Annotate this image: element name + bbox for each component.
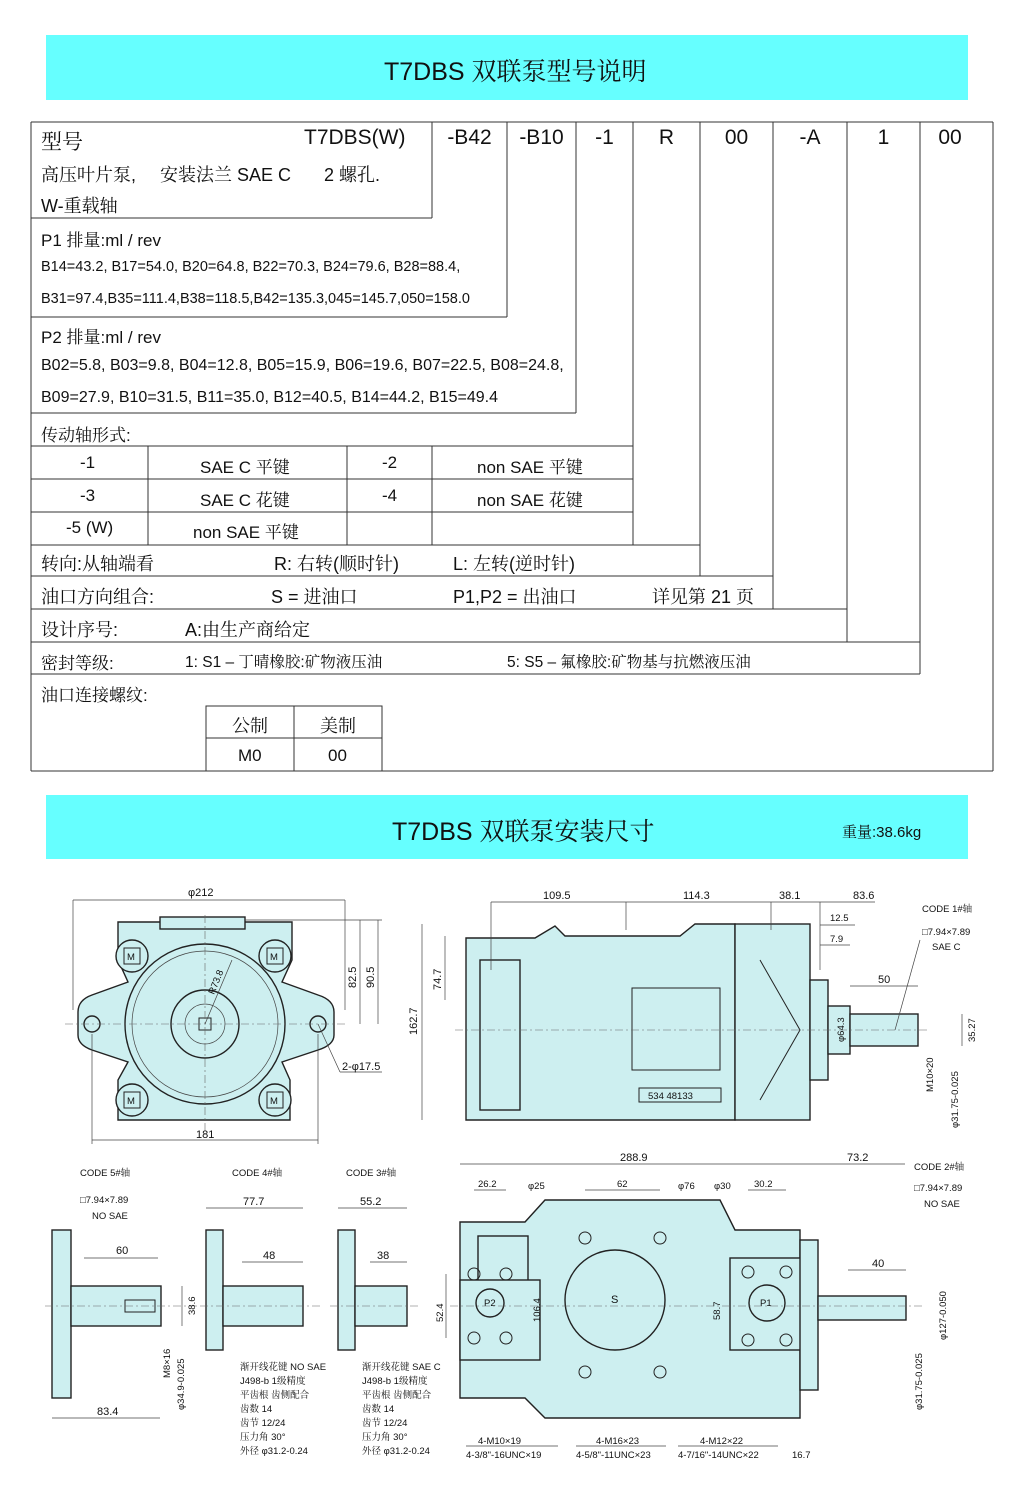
rotation-r: R: 右转(顺时针)	[274, 554, 399, 574]
code-rotation: R	[658, 126, 675, 149]
shaft-r1c3: -2	[382, 453, 398, 472]
port-page: 详见第 21 页	[652, 587, 755, 607]
code-p1: -B42	[447, 126, 492, 149]
code-shaft: -1	[595, 126, 614, 149]
dim-b-732: 73.2	[847, 1152, 869, 1164]
dim-b-30: φ30	[714, 1181, 731, 1192]
spec3-6: 外径 φ31.2-0.24	[362, 1446, 430, 1457]
dim-s3-38: 38	[377, 1250, 390, 1262]
spec4-2: 平齿根 齿侧配合	[240, 1390, 310, 1401]
dim-b-25: φ25	[528, 1181, 545, 1192]
svg-text:M: M	[270, 1096, 278, 1107]
desc-1a: 高压叶片泵,	[41, 165, 137, 185]
thread-label: 油口连接螺纹:	[41, 686, 148, 705]
spec3-3: 齿数 14	[362, 1404, 395, 1415]
dim-side-h2: 162.7	[408, 1007, 420, 1035]
thread-2b: 4-5/8"-11UNC×23	[576, 1450, 651, 1461]
code5-label: CODE 5#轴	[80, 1168, 131, 1179]
spec3-5: 压力角 30°	[362, 1432, 408, 1443]
spec4-1: J498-b 1级精度	[240, 1376, 306, 1387]
dim-side-dia: φ64.3	[836, 1017, 847, 1042]
dim-s5-m8: M8×16	[162, 1348, 173, 1378]
thread-v-us: 00	[328, 746, 347, 765]
code-design: -A	[799, 126, 821, 149]
spec4-4: 齿节 12/24	[240, 1418, 286, 1429]
dim-b-524: 52.4	[435, 1303, 446, 1322]
svg-text:M: M	[127, 1096, 135, 1107]
section2-title: T7DBS 双联泵安装尺寸	[392, 818, 655, 846]
thread-1a: 4-M10×19	[478, 1436, 522, 1447]
shaft-r2c4: non SAE 花键	[477, 491, 583, 510]
dim-b-587: 58.7	[712, 1301, 723, 1320]
seal-s5: 5: S5 – 氟橡胶:矿物基与抗燃液压油	[507, 654, 751, 671]
dim-front-holes: 2-φ17.5	[342, 1061, 381, 1073]
dim-side-1: 109.5	[543, 890, 571, 902]
spec4-0: 渐开线花键 NO SAE	[240, 1362, 327, 1373]
dim-b-2889: 288.9	[620, 1152, 648, 1164]
desc-2: W-重载轴	[41, 196, 118, 216]
thread-h-us: 美制	[320, 716, 356, 736]
spec3-2: 平齿根 齿侧配合	[362, 1390, 432, 1401]
front-view	[65, 887, 382, 1144]
p1-heading: P1 排量:ml / rev	[41, 231, 161, 250]
dim-b-302: 30.2	[754, 1179, 773, 1190]
port-s-label: S	[611, 1294, 619, 1306]
design-value: A:由生产商给定	[185, 620, 311, 640]
dim-b-167: 16.7	[792, 1450, 811, 1461]
code1-label: CODE 1#轴	[922, 904, 973, 915]
dim-front-212: φ212	[188, 887, 214, 899]
shaft-r1c2: SAE C 平键	[200, 458, 290, 477]
p2-heading: P2 排量:ml / rev	[41, 328, 161, 347]
dim-b-127: φ127-0.050	[938, 1291, 949, 1340]
rotation-l: L: 左转(逆时针)	[453, 554, 576, 574]
thread-3a: 4-M12×22	[700, 1436, 744, 1447]
p2-line1: B02=5.8, B03=9.8, B04=12.8, B05=15.9, B06=19.6, B07=22.5, B08=24.8,	[41, 357, 564, 374]
code2-key: □7.94×7.89	[914, 1183, 963, 1194]
shaft-heading: 传动轴形式:	[41, 426, 131, 445]
dim-s5-834: 83.4	[97, 1406, 119, 1418]
desc-1c: 2 螺孔.	[324, 165, 381, 185]
shaft-r1c4: non SAE 平键	[477, 458, 583, 477]
dim-front-905: 90.5	[365, 966, 377, 988]
dim-side-6: 7.9	[830, 934, 844, 945]
port-p1-label: P1	[760, 1298, 772, 1309]
svg-text:M: M	[127, 952, 135, 963]
dim-s4-48: 48	[263, 1250, 276, 1262]
dim-b-1064: 106.4	[532, 1298, 543, 1322]
shaft-r3c1: -5 (W)	[66, 518, 114, 537]
dim-b-62: 62	[617, 1179, 628, 1190]
code-seal: 1	[877, 126, 890, 149]
code3-label: CODE 3#轴	[346, 1168, 397, 1179]
port-p2-label: P2	[484, 1298, 496, 1309]
svg-text:M: M	[270, 952, 278, 963]
desc-1b: 安装法兰 SAE C	[160, 165, 292, 185]
code-port: 00	[724, 126, 749, 149]
dim-front-181: 181	[196, 1129, 215, 1141]
section1-title: T7DBS 双联泵型号说明	[384, 58, 647, 86]
code-thread: 00	[938, 126, 962, 149]
dim-side-5: 12.5	[830, 913, 849, 924]
model-label: 型号	[41, 131, 83, 154]
spec3-4: 齿节 12/24	[362, 1418, 408, 1429]
port-s: S = 进油口	[271, 587, 358, 607]
code1-sae: SAE C	[932, 942, 961, 953]
dim-side-4: 83.6	[853, 890, 875, 902]
shaft-details	[45, 1167, 441, 1457]
design-label: 设计序号:	[41, 620, 119, 640]
port-p: P1,P2 = 出油口	[453, 587, 577, 607]
side-view	[408, 890, 978, 1128]
dim-side-3: 38.1	[779, 890, 801, 902]
port-label: 油口方向组合:	[41, 587, 155, 607]
dim-s5-349: φ34.9-0.025	[176, 1358, 187, 1410]
thread-2a: 4-M16×23	[596, 1436, 640, 1447]
bottom-view	[435, 1152, 965, 1461]
p2-line2: B09=27.9, B10=31.5, B11=35.0, B12=40.5, B14=44.2, B15=49.4	[41, 389, 498, 406]
dim-side-shaft: φ31.75-0.025	[950, 1071, 961, 1128]
spec4-6: 外径 φ31.2-0.24	[240, 1446, 308, 1457]
code-p2: -B10	[519, 126, 564, 149]
thread-3b: 4-7/16"-14UNC×22	[678, 1450, 759, 1461]
code2-label: CODE 2#轴	[914, 1162, 965, 1173]
dim-s5-386: 38.6	[187, 1296, 198, 1315]
thread-v-metric: M0	[238, 746, 262, 765]
dim-s4-777: 77.7	[243, 1196, 265, 1208]
seal-label: 密封等级:	[41, 654, 114, 673]
dim-side-m: M10×20	[925, 1057, 936, 1092]
weight-label: 重量:38.6kg	[842, 824, 922, 841]
side-plate: 534 48133	[648, 1091, 693, 1102]
code2-nosae: NO SAE	[924, 1199, 960, 1210]
spec4-3: 齿数 14	[240, 1404, 273, 1415]
spec4-5: 压力角 30°	[240, 1432, 286, 1443]
spec3-0: 渐开线花键 SAE C	[362, 1362, 441, 1373]
shaft-r2c2: SAE C 花键	[200, 491, 290, 510]
code5-nosae: NO SAE	[92, 1211, 128, 1222]
seal-s1: 1: S1 – 丁晴橡胶:矿物液压油	[185, 654, 383, 671]
shaft-r3c2: non SAE 平键	[193, 523, 299, 542]
dim-b-262: 26.2	[478, 1179, 497, 1190]
dim-b-40: 40	[872, 1258, 885, 1270]
spec3-1: J498-b 1级精度	[362, 1376, 428, 1387]
dim-b-3175: φ31.75-0.025	[914, 1353, 925, 1410]
shaft-r1c1: -1	[80, 453, 96, 472]
shaft-r2c1: -3	[80, 486, 96, 505]
model-base: T7DBS(W)	[304, 126, 406, 149]
dim-side-2: 114.3	[683, 890, 710, 902]
dim-front-825: 82.5	[347, 966, 359, 988]
shaft-r2c3: -4	[382, 486, 398, 505]
thread-1b: 4-3/8"-16UNC×19	[466, 1450, 542, 1461]
code4-label: CODE 4#轴	[232, 1168, 283, 1179]
installation-drawing	[0, 860, 1017, 1500]
code1-key: □7.94×7.89	[922, 927, 971, 938]
code5-key: □7.94×7.89	[80, 1195, 129, 1206]
dim-s3-552: 55.2	[360, 1196, 382, 1208]
dim-side-7: 50	[878, 974, 891, 986]
dim-front-r: R73.8	[206, 968, 227, 997]
dim-side-h1: 74.7	[432, 968, 444, 990]
rotation-label: 转向:从轴端看	[41, 554, 155, 574]
dim-b-76: φ76	[678, 1181, 695, 1192]
p1-line2: B31=97.4,B35=111.4,B38=118.5,B42=135.3,045=145.7,050=158.0	[41, 291, 470, 307]
dim-s5-60: 60	[116, 1245, 129, 1257]
thread-h-metric: 公制	[232, 716, 268, 736]
dim-side-key: 35.27	[967, 1018, 978, 1042]
p1-line1: B14=43.2, B17=54.0, B20=64.8, B22=70.3, B24=79.6, B28=88.4,	[41, 259, 461, 275]
section2-banner	[46, 795, 968, 859]
